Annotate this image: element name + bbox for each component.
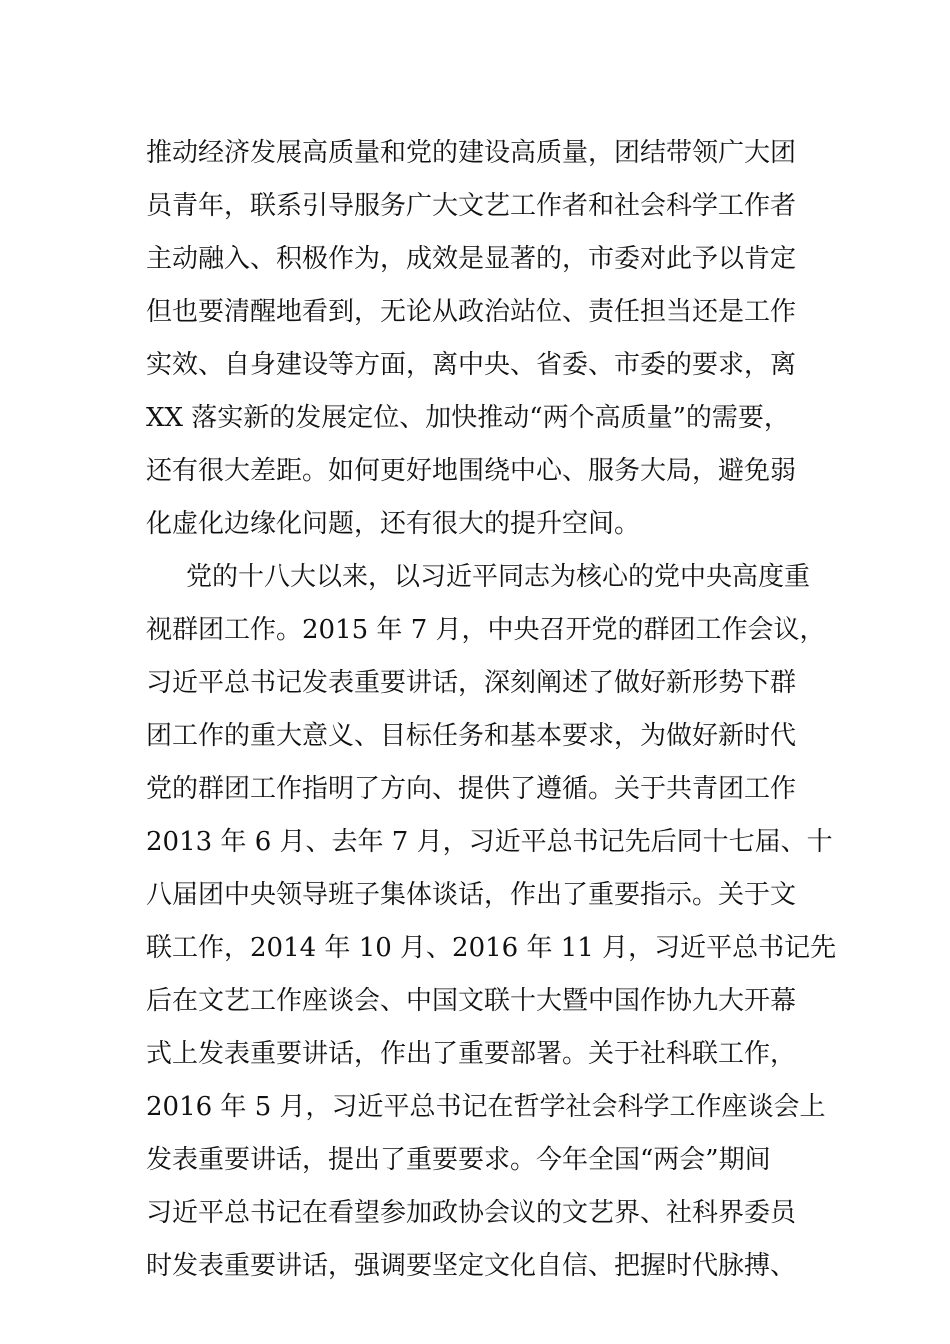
text-line: 视群团工作。2015 年 7 月，中央召开党的群团工作会议，: [146, 615, 826, 645]
text-line: 主动融入、积极作为，成效是显著的，市委对此予以肯定: [146, 244, 797, 274]
text-line: 员青年，联系引导服务广大文艺工作者和社会科学工作者: [146, 191, 797, 221]
paragraph-2: [146, 551, 837, 1293]
text-line: 发表重要讲话，提出了重要要求。今年全国“两会”期间: [146, 1145, 771, 1175]
body-text: [146, 127, 837, 1293]
text-line: 还有很大差距。如何更好地围绕中心、服务大局，避免弱: [146, 456, 797, 486]
text-line: 化虚化边缘化问题，还有很大的提升空间。: [146, 509, 641, 539]
text-line: 推动经济发展高质量和党的建设高质量，团结带领广大团: [146, 138, 797, 168]
text-line: 党的群团工作指明了方向、提供了遵循。关于共青团工作: [146, 774, 797, 804]
text-line: XX 落实新的发展定位、加快推动“两个高质量”的需要，: [146, 403, 790, 433]
paragraph-1: [146, 127, 816, 551]
text-line: 习近平总书记在看望参加政协会议的文艺界、社科界委员: [146, 1198, 797, 1228]
text-line-indented: 党的十八大以来，以习近平同志为核心的党中央高度重: [186, 562, 811, 592]
text-line: 实效、自身建设等方面，离中央、省委、市委的要求，离: [146, 350, 797, 380]
text-line: 后在文艺工作座谈会、中国文联十大暨中国作协九大开幕: [146, 986, 797, 1016]
text-line: 式上发表重要讲话，作出了重要部署。关于社科联工作，: [146, 1039, 797, 1069]
text-line: 2013 年 6 月、去年 7 月，习近平总书记先后同十七届、十: [146, 827, 833, 857]
text-line: 八届团中央领导班子集体谈话，作出了重要指示。关于文: [146, 880, 797, 910]
text-line: 2016 年 5 月，习近平总书记在哲学社会科学工作座谈会上: [146, 1092, 826, 1122]
text-line: 时发表重要讲话，强调要坚定文化自信、把握时代脉搏、: [146, 1251, 797, 1281]
text-line: 团工作的重大意义、目标任务和基本要求，为做好新时代: [146, 721, 797, 751]
text-line: 联工作，2014 年 10 月、2016 年 11 月，习近平总书记先: [146, 933, 837, 963]
text-line: 但也要清醒地看到，无论从政治站位、责任担当还是工作: [146, 297, 797, 327]
text-line: 习近平总书记发表重要讲话，深刻阐述了做好新形势下群: [146, 668, 797, 698]
